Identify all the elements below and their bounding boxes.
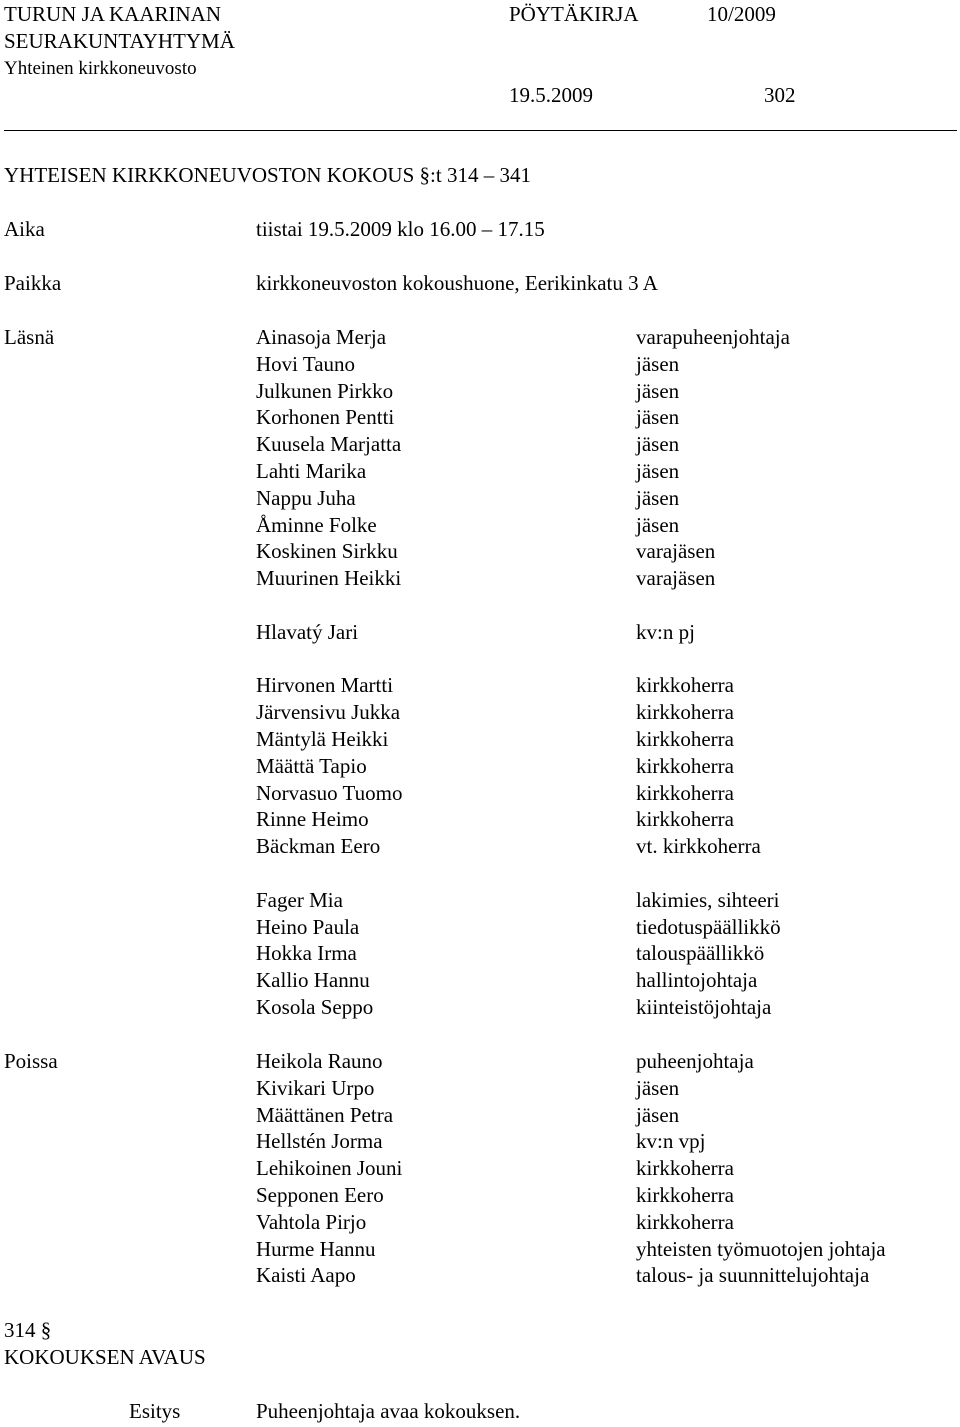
- member-name: Korhonen Pentti: [256, 405, 395, 429]
- member-name: Kivikari Urpo: [256, 1076, 375, 1100]
- member-role: yhteisten työmuotojen johtaja: [636, 1237, 886, 1261]
- member-role: jäsen: [636, 486, 680, 510]
- member-role: kirkkoherra: [636, 727, 734, 751]
- document-number: 10/2009: [707, 2, 776, 26]
- member-role: jäsen: [636, 379, 680, 403]
- member-role: kirkkoherra: [636, 754, 734, 778]
- member-name: Nappu Juha: [256, 486, 356, 510]
- member-name: Fager Mia: [256, 888, 343, 912]
- meeting-title: YHTEISEN KIRKKONEUVOSTON KOKOUS §:t 314 – 341: [4, 163, 531, 187]
- member-name: Bäckman Eero: [256, 834, 381, 858]
- member-role: tiedotuspäällikkö: [636, 915, 781, 939]
- member-role: kirkkoherra: [636, 1183, 734, 1207]
- lasna-member-row: [0, 619, 960, 646]
- member-name: Järvensivu Jukka: [256, 700, 401, 724]
- member-name: Heino Paula: [256, 915, 360, 939]
- member-role: jäsen: [636, 352, 680, 376]
- org-body-name: Yhteinen kirkkoneuvosto: [4, 58, 197, 79]
- lasna-member-row: [0, 887, 960, 914]
- member-name: Julkunen Pirkko: [256, 379, 394, 403]
- poissa-member-row: [0, 1128, 960, 1155]
- poissa-member-row: [0, 1155, 960, 1182]
- member-role: jäsen: [636, 513, 680, 537]
- member-name: Hirvonen Martti: [256, 673, 394, 697]
- esitys-label: Esitys: [129, 1399, 181, 1423]
- member-name: Lehikoinen Jouni: [256, 1156, 403, 1180]
- lasna-member-row: [0, 538, 960, 565]
- member-role: kirkkoherra: [636, 1210, 734, 1234]
- member-role: varajäsen: [636, 566, 716, 590]
- lasna-member-row: [0, 378, 960, 405]
- lasna-member-row: [0, 512, 960, 539]
- member-role: kv:n pj: [636, 620, 695, 644]
- lasna-member-row: [0, 351, 960, 378]
- poissa-member-row: [0, 1048, 960, 1075]
- lasna-member-row: [0, 431, 960, 458]
- poissa-member-row: [0, 1262, 960, 1289]
- poissa-member-row: [0, 1075, 960, 1102]
- member-role: jäsen: [636, 432, 680, 456]
- member-name: Kosola Seppo: [256, 995, 374, 1019]
- member-role: talous- ja suunnittelujohtaja: [636, 1263, 870, 1287]
- lasna-member-row: [0, 699, 960, 726]
- member-name: Ainasoja Merja: [256, 325, 387, 349]
- member-name: Kaisti Aapo: [256, 1263, 356, 1287]
- lasna-member-row: [0, 914, 960, 941]
- lasna-member-row: [0, 324, 960, 351]
- member-name: Hokka Irma: [256, 941, 357, 965]
- lasna-member-row: [0, 753, 960, 780]
- member-role: talouspäällikkö: [636, 941, 765, 965]
- member-role: kiinteistöjohtaja: [636, 995, 772, 1019]
- lasna-label: Läsnä: [4, 325, 55, 349]
- member-name: Määttä Tapio: [256, 754, 367, 778]
- member-role: kirkkoherra: [636, 700, 734, 724]
- member-name: Hellstén Jorma: [256, 1129, 383, 1153]
- header-divider: [4, 130, 957, 131]
- member-role: kirkkoherra: [636, 807, 734, 831]
- aika-value: tiistai 19.5.2009 klo 16.00 – 17.15: [256, 217, 545, 241]
- member-name: Määttänen Petra: [256, 1103, 394, 1127]
- member-name: Rinne Heimo: [256, 807, 369, 831]
- poissa-label: Poissa: [4, 1049, 58, 1073]
- member-name: Vahtola Pirjo: [256, 1210, 367, 1234]
- lasna-member-row: [0, 458, 960, 485]
- lasna-member-row: [0, 994, 960, 1021]
- lasna-member-row: [0, 565, 960, 592]
- member-role: jäsen: [636, 405, 680, 429]
- member-name: Heikola Rauno: [256, 1049, 383, 1073]
- member-role: jäsen: [636, 459, 680, 483]
- member-role: kirkkoherra: [636, 1156, 734, 1180]
- lasna-member-row: [0, 940, 960, 967]
- member-name: Sepponen Eero: [256, 1183, 384, 1207]
- member-name: Norvasuo Tuomo: [256, 781, 403, 805]
- lasna-member-row: [0, 967, 960, 994]
- lasna-member-row: [0, 833, 960, 860]
- poissa-member-row: [0, 1236, 960, 1263]
- poissa-member-row: [0, 1102, 960, 1129]
- member-name: Hlavatý Jari: [256, 620, 359, 644]
- org-name-line1: TURUN JA KAARINAN: [4, 2, 222, 26]
- esitys-text: Puheenjohtaja avaa kokouksen.: [256, 1399, 521, 1423]
- document-date: 19.5.2009: [509, 83, 593, 107]
- lasna-member-row: [0, 672, 960, 699]
- member-role: varajäsen: [636, 539, 716, 563]
- member-name: Hovi Tauno: [256, 352, 356, 376]
- page-number: 302: [764, 83, 796, 107]
- member-role: jäsen: [636, 1076, 680, 1100]
- lasna-member-row: [0, 485, 960, 512]
- org-name-line2: SEURAKUNTAYHTYMÄ: [4, 29, 235, 53]
- member-name: Koskinen Sirkku: [256, 539, 398, 563]
- member-name: Kuusela Marjatta: [256, 432, 402, 456]
- section-number: 314 §: [4, 1318, 52, 1342]
- poissa-member-row: [0, 1182, 960, 1209]
- member-name: Lahti Marika: [256, 459, 367, 483]
- member-name: Kallio Hannu: [256, 968, 370, 992]
- member-name: Hurme Hannu: [256, 1237, 376, 1261]
- paikka-value: kirkkoneuvoston kokoushuone, Eerikinkatu 3 A: [256, 271, 658, 295]
- member-role: puheenjohtaja: [636, 1049, 754, 1073]
- member-role: hallintojohtaja: [636, 968, 758, 992]
- member-name: Muurinen Heikki: [256, 566, 402, 590]
- member-role: kv:n vpj: [636, 1129, 706, 1153]
- paikka-label: Paikka: [4, 271, 62, 295]
- section-title: KOKOUKSEN AVAUS: [4, 1345, 206, 1369]
- member-name: Mäntylä Heikki: [256, 727, 389, 751]
- member-name: Åminne Folke: [256, 513, 377, 537]
- aika-label: Aika: [4, 217, 45, 241]
- document-type: PÖYTÄKIRJA: [509, 2, 639, 26]
- member-role: kirkkoherra: [636, 781, 734, 805]
- member-role: vt. kirkkoherra: [636, 834, 761, 858]
- member-role: jäsen: [636, 1103, 680, 1127]
- lasna-member-row: [0, 806, 960, 833]
- member-role: lakimies, sihteeri: [636, 888, 780, 912]
- lasna-member-row: [0, 780, 960, 807]
- lasna-member-row: [0, 726, 960, 753]
- lasna-member-row: [0, 404, 960, 431]
- poissa-member-row: [0, 1209, 960, 1236]
- member-role: varapuheenjohtaja: [636, 325, 790, 349]
- member-role: kirkkoherra: [636, 673, 734, 697]
